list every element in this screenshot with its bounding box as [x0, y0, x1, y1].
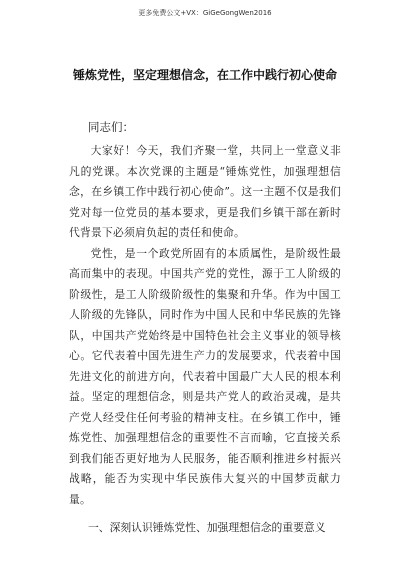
paragraph: 党性，是一个政党所固有的本质属性，是阶级性最高而集中的表现。中国共产党的党性，源于工人阶级的阶级性，是工人阶级阶级性的集聚和升华。作为中国工人阶级的先锋队，同时作为中国人民和中华民族的先锋队，中国共产党始终是中国特色社会主义事业的领导核心。它代表着中国先进生产力的发展要求，代表着中国先进文化的前进方向，代表着中国最广大人民的根本利益。坚定的理想信念，则是共产党人的政治灵魂，是共产党人经受住任何考验的精神支柱。在乡镇工作中，锤炼党性、加强理想信念的重要性不言而喻，它直接关系到我们能否更好地为人民服务，能否顺利推进乡村振兴战略，能否为实现中华民族伟大复兴的中国梦贡献力量。	[69, 246, 341, 506]
document-title: 锤炼党性，坚定理想信念，在工作中践行初心使命	[72, 68, 337, 82]
paragraph: 大家好！今天，我们齐聚一堂，共同上一堂意义非凡的党课。本次党课的主题是“锤炼党性，加强理想信念，在乡镇工作中践行初心使命”。这一主题不仅是我们党对每一位党员的基本要求，更是我们乡镇干部在新时代背景下必须肩负起的责任和使命。	[69, 144, 341, 239]
page-header: 更多免费公文+VX：GiGeGongWen2016	[138, 9, 272, 17]
section-heading: 一、深刻认识锤炼党性、加强理想信念的重要意义	[88, 521, 326, 534]
document-body	[69, 141, 341, 510]
greeting: 同志们：	[88, 120, 134, 134]
